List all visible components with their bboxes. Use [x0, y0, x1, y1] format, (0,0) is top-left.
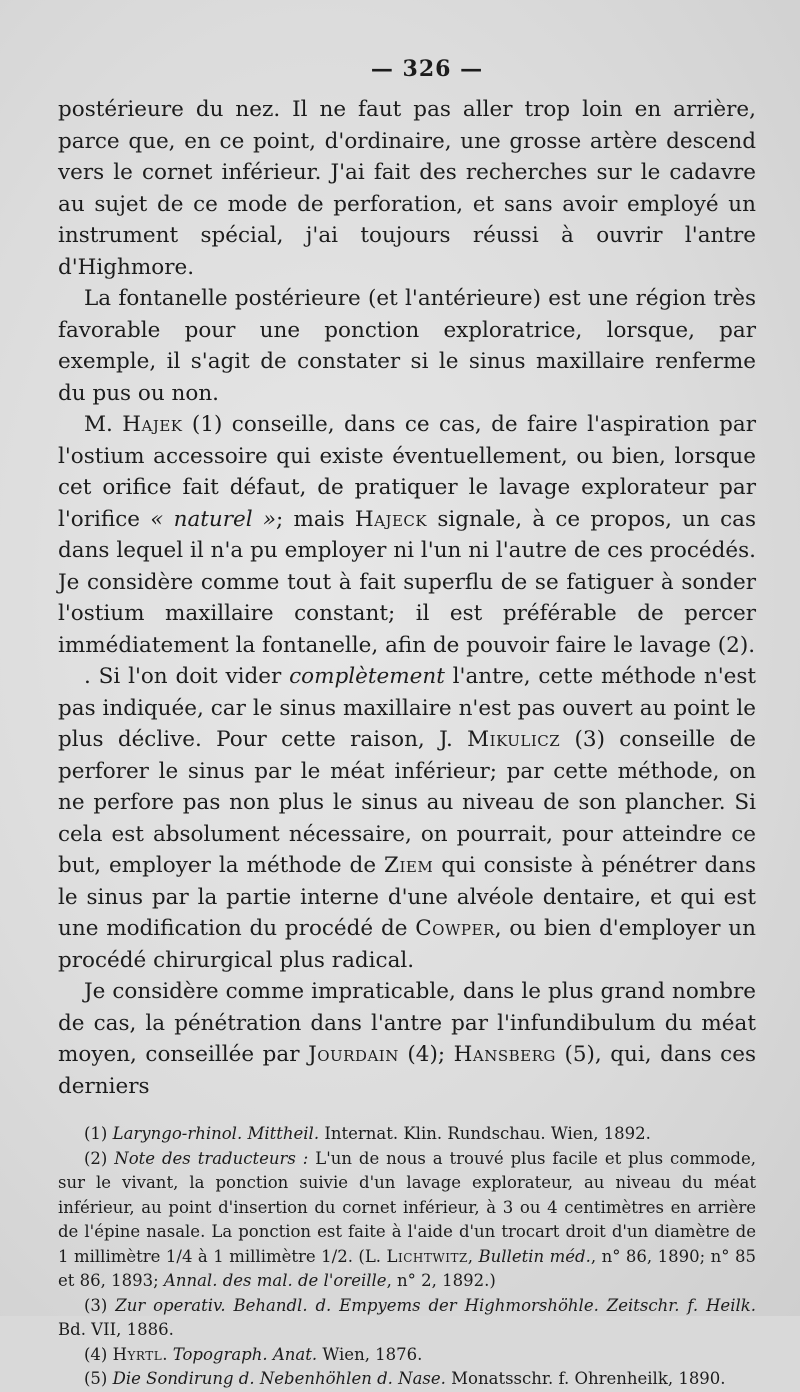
author-name: Hansberg: [453, 1042, 556, 1067]
italic-text: « naturel »: [150, 506, 277, 532]
text-run: . Si l'on doit vider: [84, 664, 290, 689]
italic-text: Laryngo-rhinol. Mittheil.: [112, 1124, 320, 1143]
author-name: Ziem: [384, 853, 434, 878]
text-run: (5), qui, dans ces derniers: [58, 1042, 756, 1099]
text-run: ; mais: [276, 506, 355, 532]
italic-text: Note des traducteurs :: [114, 1148, 309, 1168]
text-run: (3) conseille de perforer le sinus par le méat inférieur; par cette méthode, on ne perfore pas non plus le sinus au niveau de son plancher. Si cela est absolument nécessaire, on pourrait, pour atteindre ce but, employer la méthode de: [58, 727, 757, 878]
text-run: Wien, 1876.: [317, 1344, 423, 1364]
footnote: [58, 1294, 756, 1343]
text-run: postérieure du nez. Il ne faut pas aller trop loin en arrière, parce que, en ce point, d'ordinaire, une grosse artère descend vers le cornet inférieur. J'ai fait des recherches sur le cadavre au sujet de ce mode de perforation, et sans avoir employé un instrument spécial, j'ai toujours réussi à ouvrir l'antre d'Highmore.: [58, 97, 756, 280]
author-name: Lichtwitz: [386, 1246, 468, 1266]
text-run: La fontanelle postérieure (et l'antérieure) est une région très favorable pour une ponction exploratrice, lorsque, par exemple, il s'agit de constater si le sinus maxillaire renferme du pus ou non.: [58, 286, 756, 406]
author-name: Hajek: [122, 412, 183, 437]
text-run: L'un de nous a trouvé plus facile et plus commode, sur le vivant, la ponction suivie d'un lavage explorateur, au niveau du méat inférieur, au point d'insertion du cornet inférieur, à 3 ou 4 centimètres en arrière de l'épine nasale. La ponction est faite à l'aide d'un trocart droit d'un diamètre de 1 millimètre 1/4 à 1 millimètre 1/2. (L.: [58, 1148, 756, 1266]
text-run: M.: [84, 412, 123, 437]
italic-text: Annal. des mal. de l'oreille: [163, 1271, 387, 1290]
paragraph: [58, 94, 756, 283]
text-run: (3): [84, 1295, 116, 1315]
footnote: [58, 1122, 756, 1147]
body-text: [58, 94, 756, 1102]
author-name: Jourdain: [308, 1042, 399, 1067]
text-run: (4);: [398, 1042, 454, 1067]
page-number: — 326 —: [370, 56, 484, 82]
paragraph: [58, 976, 756, 1102]
text-run: Je considère comme impraticable, dans le plus grand nombre de cas, la pénétration dans l'antre par l'infundibulum du méat moyen, conseillée par: [58, 979, 756, 1067]
text-run: , n° 86, 1890; n° 85 et 86, 1893;: [58, 1246, 757, 1290]
author-name: Hajeck: [354, 506, 428, 532]
footnote: [58, 1343, 756, 1368]
author-name: Mikulicz: [467, 727, 561, 752]
text-run: (1) conseille, dans ce cas, de faire l'aspiration par l'ostium accessoire qui existe éventuellement, ou bien, lorsque cet orifice fait défaut, de pratiquer le lavage explorateur par l'orifice: [58, 412, 757, 532]
text-run: (5): [84, 1369, 113, 1388]
text-run: , ou bien d'employer un procédé chirurgical plus radical.: [58, 916, 756, 973]
footnotes: [58, 1122, 756, 1392]
author-name: Hyrtl: [112, 1344, 163, 1364]
paragraph: [58, 661, 756, 976]
text-run: (1): [84, 1124, 113, 1143]
italic-text: Topograph. Anat.: [172, 1344, 318, 1364]
text-run: .: [162, 1344, 173, 1364]
author-name: Cowper: [415, 916, 495, 941]
text-run: qui consiste à pénétrer dans le sinus par la partie interne d'une alvéole dentaire, et qui est une modification du procédé de: [58, 853, 756, 941]
text-run: (2): [84, 1148, 115, 1168]
text-run: signale, à ce propos, un cas dans lequel il n'a pu employer ni l'un ni l'autre de ces procédés. Je considère comme tout à fait superflu de se fatiguer à sonder l'ostium maxillaire constant; il est préférable de percer immédiatement la fontanelle, afin de pouvoir faire le lavage (2).: [58, 506, 757, 658]
text-run: ,: [467, 1246, 479, 1266]
text-run: Internat. Klin. Rundschau. Wien, 1892.: [319, 1124, 651, 1143]
italic-text: Die Sondirung d. Nebenhöhlen d. Nase.: [112, 1369, 446, 1388]
italic-text: complètement: [289, 664, 445, 689]
text-run: Bd. VII, 1886.: [58, 1320, 174, 1339]
text-run: l'antre, cette méthode n'est pas indiquée, car le sinus maxillaire n'est pas ouvert au point le plus déclive. Pour cette raison, J.: [58, 664, 757, 752]
footnote: [58, 1367, 756, 1392]
paragraph: [58, 283, 756, 409]
italic-text: Zur operativ. Behandl. d. Empyems der Highmorshöhle. Zeitschr. f. Heilk.: [115, 1295, 756, 1315]
footnote: [58, 1147, 756, 1294]
text-run: Monatsschr. f. Ohrenheilk, 1890.: [445, 1369, 726, 1388]
text-run: , n° 2, 1892.): [386, 1271, 496, 1290]
paragraph: [58, 409, 756, 661]
italic-text: Bulletin méd.: [478, 1246, 591, 1266]
text-run: (4): [84, 1344, 113, 1364]
